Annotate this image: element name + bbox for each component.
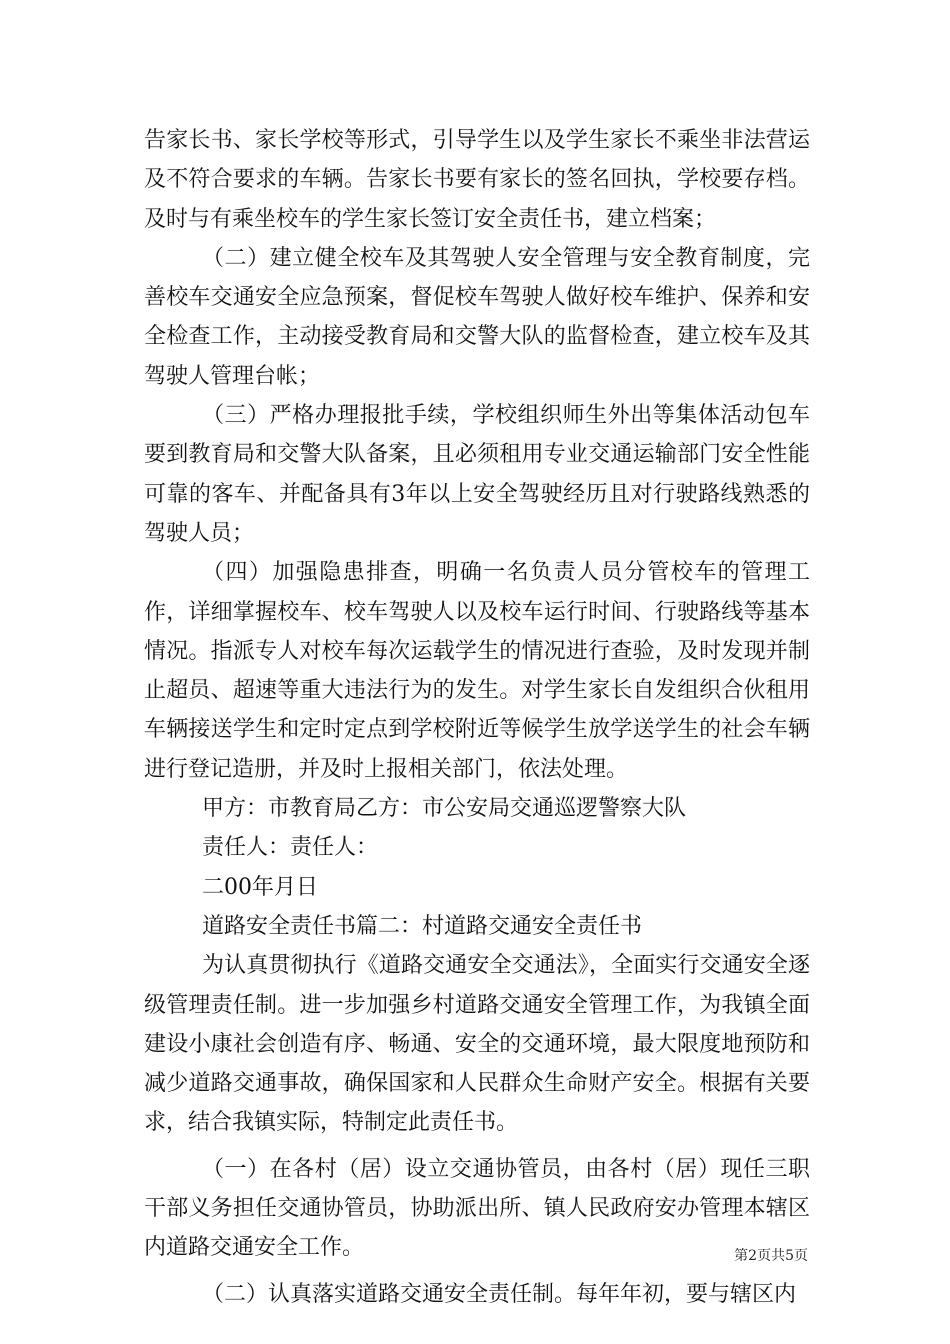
paragraph-5: 为认真贯彻执行《道路交通安全交通法》，全面实行交通安全逐级管理责任制。进一步加强乡村道路交通安全管理工作，为我镇全面建设小康社会创造有序、畅通、安全的交通环境，最大限度地预防和减少道路交通事故，确保国家和人民群众生命财产安全。根据有关要求，结合我镇实际，特制定此责任书。: [144, 953, 810, 1136]
paragraph-4: （四）加强隐患排查，明确一名负责人员分管校车的管理工作，详细掌握校车、校车驾驶人以及校车运行时间、行驶路线等基本情况。指派专人对校车每次运载学生的情况进行查验，及时发现并制止超员、超速等重大违法行为的发生。对学生家长自发组织合伙租用车辆接送学生和定时定点到学校附近等候学生放学送学生的社会车辆进行登记造册，并及时上报相关部门，依法处理。: [144, 560, 810, 782]
paragraph-2: （二）建立健全校车及其驾驶人安全管理与安全教育制度，完善校车交通安全应急预案，督促校车驾驶人做好校车维护、保养和安全检查工作，主动接受教育局和交警大队的监督检查，建立校车及其驾驶人管理台帐；: [144, 245, 810, 389]
section-title: 道路安全责任书篇二：村道路交通安全责任书: [202, 913, 643, 939]
responsible-person-line: 责任人：责任人：: [202, 835, 379, 861]
paragraph-6: （一）在各村（居）设立交通协管员，由各村（居）现任三职干部义务担任交通协管员，协助派出所、镇人民政府安办管理本辖区内道路交通安全工作。: [144, 1156, 810, 1261]
date-line: 二00年月日: [202, 874, 318, 900]
paragraph-7: （二）认真落实道路交通安全责任制。每年年初，要与辖区内: [202, 1281, 797, 1307]
signature-party-line: 甲方：市教育局乙方：市公安局交通巡逻警察大队: [202, 796, 687, 822]
page-number-footer: 第2页共5页: [734, 1248, 808, 1264]
document-body: [144, 121, 810, 1314]
paragraph-3: （三）严格办理报批手续，学校组织师生外出等集体活动包车要到教育局和交警大队备案，且必须租用专业交通运输部门安全性能可靠的客车、并配备具有3年以上安全驾驶经历且对行驶路线熟悉的驾驶人员；: [144, 403, 810, 546]
paragraph-1: 告家长书、家长学校等形式，引导学生以及学生家长不乘坐非法营运及不符合要求的车辆。告家长书要有家长的签名回执，学校要存档。及时与有乘坐校车的学生家长签订安全责任书，建立档案；: [144, 128, 810, 232]
